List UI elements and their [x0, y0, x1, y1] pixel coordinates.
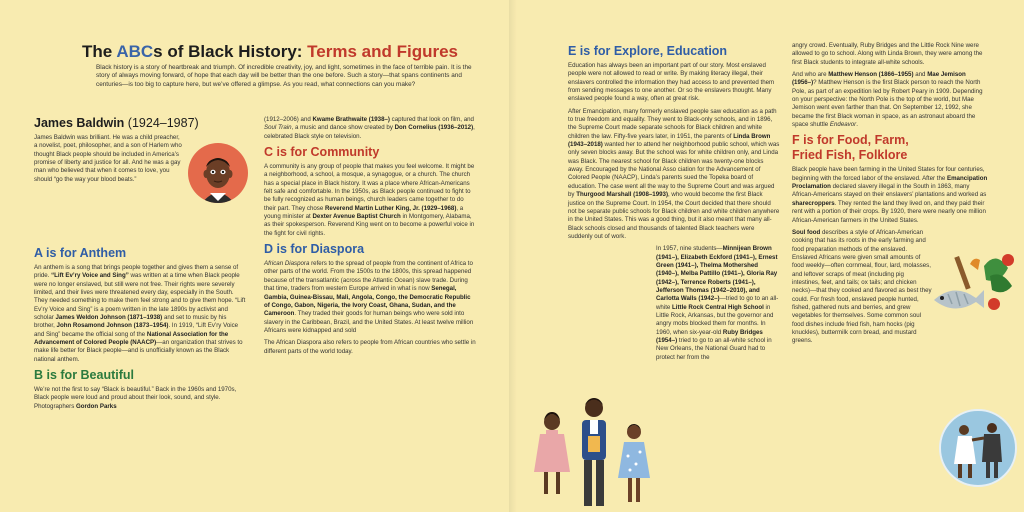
diaspora-text: [264, 260, 476, 335]
community-t2: , a young minister at: [264, 204, 464, 221]
title-abc: ABC: [116, 42, 154, 61]
baldwin-name: James Baldwin: [34, 116, 125, 130]
diaspora-t1: refers to the spread of people from the continent of Africa to other parts of the world. From the 1500s to the 1800s, this spread happened because of the transatlantic (across the Atlantic Ocean) slave trade. During that time, traders from western Europe arrived in what is now: [264, 260, 473, 293]
explore-p3e: in Little Rock, Arkansas, but the governor and angry mobs blocked them for months. In 1960, when six-year-old: [656, 303, 774, 336]
col2-t4: , celebrated Black style on television.: [264, 124, 475, 140]
page-title: [82, 42, 458, 62]
col4-p2e: ? Matthew Henson is the first Black person to reach the North Pole, as part of an expedition led by Robert Peary in 1909. Depending on your perspective: the North Pole is the top of the world, but Mae Jemison went even farther than that. On September 12, 1992, she became the first Black woman in space, as an astronaut aboard the space shuttle: [792, 79, 983, 129]
col4-p2d: Mae Jemison (1956–): [792, 71, 966, 87]
explore-text-1: Education has always been an important part of our story. Most enslaved people were not allowed to read or write. By making literacy illegal, their enslavers controlled the information they had access to and prevented them from sending messages to one another. Or so the enslavers thought. Many enslaved people found a way, often at great risk.: [568, 62, 775, 103]
col2-b2: Don Cornelius (1936–2012): [394, 124, 474, 132]
anthem-heading: A is for Anthem: [34, 246, 127, 260]
col4-text-2: [792, 71, 988, 129]
explore-p3b: Minnijean Brown (1941–), Elizabeth Eckford (1941–), Ernest Green (1941–), Thelma Mothershed (1940–), Melba Pattillo (1941–), Gloria Ray (1942–), Terrence Roberts (1941–), Jefferson Thomas (1942–2010), and Carlotta Walls (1942–): [656, 245, 778, 303]
explore-text-3: [568, 245, 780, 362]
food-p1a: Black people have been farming in the United States for four centuries, beginning with the forced labor of the enslaved. After the: [792, 166, 985, 182]
explore-p3a: In 1957, nine students—: [656, 245, 723, 253]
col2-b1: Kwame Brathwaite (1938–): [312, 116, 390, 123]
anthem-t4: . In 1919, “Lift Ev’ry Voice and Sing” became the official song of the: [34, 322, 239, 338]
diaspora-text-2: The African Diaspora also refers to people from African countries who settle in different parts of the world today.: [264, 339, 476, 355]
col4-p2a: And who are: [792, 71, 829, 79]
anthem-b1: “Lift Ev’ry Voice and Sing”: [51, 272, 129, 280]
page-gutter: [509, 0, 517, 512]
col4-p2b: Matthew Henson (1866–1955): [828, 71, 914, 79]
community-b2: Dexter Avenue Baptist Church: [312, 213, 401, 221]
explore-p2c: wanted her to attend her neighborhood public school, which was only seven blocks away. But the school was for white children only, and Linda was Black. The nearest school for Black children was twenty-one blocks away. Encouraged by the National Asso ciation for the Advancement of Colored People (NAACP), Linda’s parents sued the Topeka board of education. The case went all the way to the Supreme Court and was argued by: [568, 141, 780, 199]
col4-p2g: .: [856, 121, 858, 129]
col2-i1: Soul Train: [264, 124, 292, 132]
anthem-b3: John Rosamond Johnson (1873–1954): [56, 322, 169, 330]
col2-t1: (1912–2006) and: [264, 116, 313, 123]
food-p1b: Emancipation Proclamation: [792, 174, 988, 191]
food-p2a: Soul food: [792, 228, 821, 236]
baldwin-heading: [34, 116, 248, 131]
baldwin-portrait: [188, 143, 248, 203]
food-p1c: declared slavery illegal in the South in 1863, many African-Americans stayed on their enslavers’ plantations and worked as: [792, 183, 987, 199]
food-heading: F is for Food, Farm, Fried Fish, Folklore: [792, 133, 909, 163]
food-text-2: [792, 229, 932, 346]
food-p1d: sharecroppers: [792, 199, 835, 207]
title-prefix: The: [82, 42, 117, 61]
portrait-illustration: [188, 143, 248, 203]
dancers-illustration: [938, 408, 1018, 488]
community-b1: Reverend Martin Luther King, Jr. (1929–1968): [324, 204, 457, 212]
explore-p3c: —tried to go to an all-white: [656, 295, 779, 311]
anthem-t5: —an organization that strives to make life better for Black people—and is unofficially known as the Black national anthem.: [34, 339, 243, 363]
explore-p2e: , who would become the first Black justice on the Supreme Court. In 1954, the Court decided that there should not be separate public schools for Black children and white children anywhere in the United States. This was a good thing, but it also meant that many all-Black schools closed and thousands of talented Black teachers were suddenly out of work.: [568, 191, 780, 240]
students-illustration: [530, 380, 658, 512]
diaspora-b1: Senegal, Gambia, Guinea-Bissau, Mali, Angola, Congo, the Democratic Republic of Congo, Gabon, Nigeria, the Ivory Coast, Ghana, Sudan, and the Cameroon: [264, 285, 471, 318]
explore-p2a: After Emancipation, many formerly enslaved people saw education as a path to true freedom and equality. They went to Black-only schools, and in 1896, the Supreme Court made separate schools for Black children and white children the law. Fifty-five years later, in 1951, the parents of: [568, 107, 777, 140]
food-p2b: describes a style of African-American cooking that has its roots in the early farming and food preparation methods of the enslaved. Enslaved Africans were given small amounts of food weekly—often cornmeal, flour, lard, molasses, and leftover scraps of meat (including pig intestines, feet, and tails; ox tails; and chicken necks)—that they cooked and flavored as best they could. For fresh food, enslaved people hunted, fished, gathered nuts and berries, and grew vegetables for themselves. Some common soul food dishes include fried fish, ham hocks (pig knuckles), buttermilk corn bread, and mustard greens.: [792, 228, 932, 345]
title-highlight: Terms and Figures: [307, 42, 459, 61]
col2-t3: , a music and dance show created by: [291, 124, 395, 132]
explore-p2b: Linda Brown (1943–2018): [568, 132, 771, 149]
explore-p3f: Ruby Bridges (1954–): [656, 328, 763, 344]
diaspora-heading: D is for Diaspora: [264, 242, 365, 257]
anthem-t2: was written at a time when Black people were no longer enslaved, but still were not free. Their rights were severely limited, and their lives were threatened every day, especially in the South. They needed something to make them feel strong and to give them hope. “Lift Ev’ry Voice and Sing” is a poem written in the late 1890s by activist and scholar: [34, 272, 246, 322]
column-3: [568, 42, 780, 366]
col2-t2: captured that look on film, and: [389, 116, 474, 123]
community-text: [264, 163, 476, 238]
community-t1: A community is any group of people that makes you feel welcome. It might be a neighborhood, a school, a mosque, a synagogue, or a church. The church has a special place in Black history. It was a place where African-Americans felt safe and comfortable. In the 1950s, as Black people continued to fight to be fully recognized as human beings, church leaders came together to do their part. They chose: [264, 163, 475, 212]
col4-p2f: Endeavor: [829, 121, 857, 129]
diaspora-i1: African Diaspora: [264, 260, 310, 268]
explore-heading: E is for Explore, Education: [568, 44, 728, 58]
explore-text-2: [568, 108, 780, 242]
community-t3: in Montgomery, Alabama, as their spokesperson. Reverend King went on to become a powerful voice in the fight for civil rights.: [264, 213, 475, 237]
baldwin-text: James Baldwin was brilliant. He was a child preacher, a novelist, poet, philosopher, and a son of Harlem who thought Black people should be included in America’s promise of liberty and justice for all. And he was a gay man who believed that when it comes to love, you should “go the way your blood beats.”: [34, 134, 182, 183]
title-middle: s of Black History:: [153, 42, 308, 61]
col4-text-1: angry crowd. Eventually, Ruby Bridges and the Little Rock Nine were allowed to go to school. Along with Linda Brown, they were among the first Black students to integrate all-white schools.: [792, 42, 983, 66]
anthem-t1: An anthem is a song that brings people together and gives them a sense of pride.: [34, 264, 239, 280]
food-illustration: [924, 246, 1016, 336]
beautiful-t1: We’re not the first to say “Black is beautiful.” Back in the 1960s and 1970s, Black people were loud and proud about their look, sound, and style. Photographers: [34, 386, 237, 410]
beautiful-text: [34, 386, 248, 411]
intro-paragraph: Black history is a story of heartbreak and triumph. Of incredible creativity, joy, and light, sometimes in the face of terrible pain. It is the story of always moving forward, of hope that each day will be better than the one before. Such a story—that spans continents and centuries—is too big to capture here, but we’ve offered a glimpse. As you read, what connections can you make?: [96, 64, 472, 88]
community-heading: C is for Community: [264, 145, 380, 160]
column-2: [264, 116, 476, 360]
explore-p2d: Thurgood Marshall (1908–1993): [576, 191, 669, 199]
anthem-t3: and set to music by his brother,: [34, 314, 227, 330]
diaspora-t2: . They traded their goods for human beings who were sold into slavery in the Caribbean, Brazil, and the United States. At least twelve million Africans were kidnapped and sold: [264, 310, 474, 334]
explore-p3g: tried to go to an all-white school in New Orleans, the National Guard had to protect her from the: [656, 337, 772, 361]
food-p1e: . They rented the land they lived on, and they paid their rent with a portion of their crops. By 1920, there were nearly one million African-American farmers in the United States.: [792, 199, 986, 224]
explore-p3d: Little Rock Central High School: [672, 303, 764, 311]
anthem-b2: James Weldon Johnson (1871–1938): [55, 314, 163, 322]
col4-p2c: and: [913, 71, 928, 79]
baldwin-dates: (1924–1987): [124, 116, 199, 130]
beautiful-continued: [264, 116, 476, 141]
beautiful-b1: Gordon Parks: [76, 402, 117, 410]
anthem-text: [34, 264, 248, 364]
anthem-b4: National Association for the Advancement of Colored People (NAACP): [34, 330, 229, 347]
food-text-1: [792, 166, 988, 224]
beautiful-heading: B is for Beautiful: [34, 368, 135, 383]
